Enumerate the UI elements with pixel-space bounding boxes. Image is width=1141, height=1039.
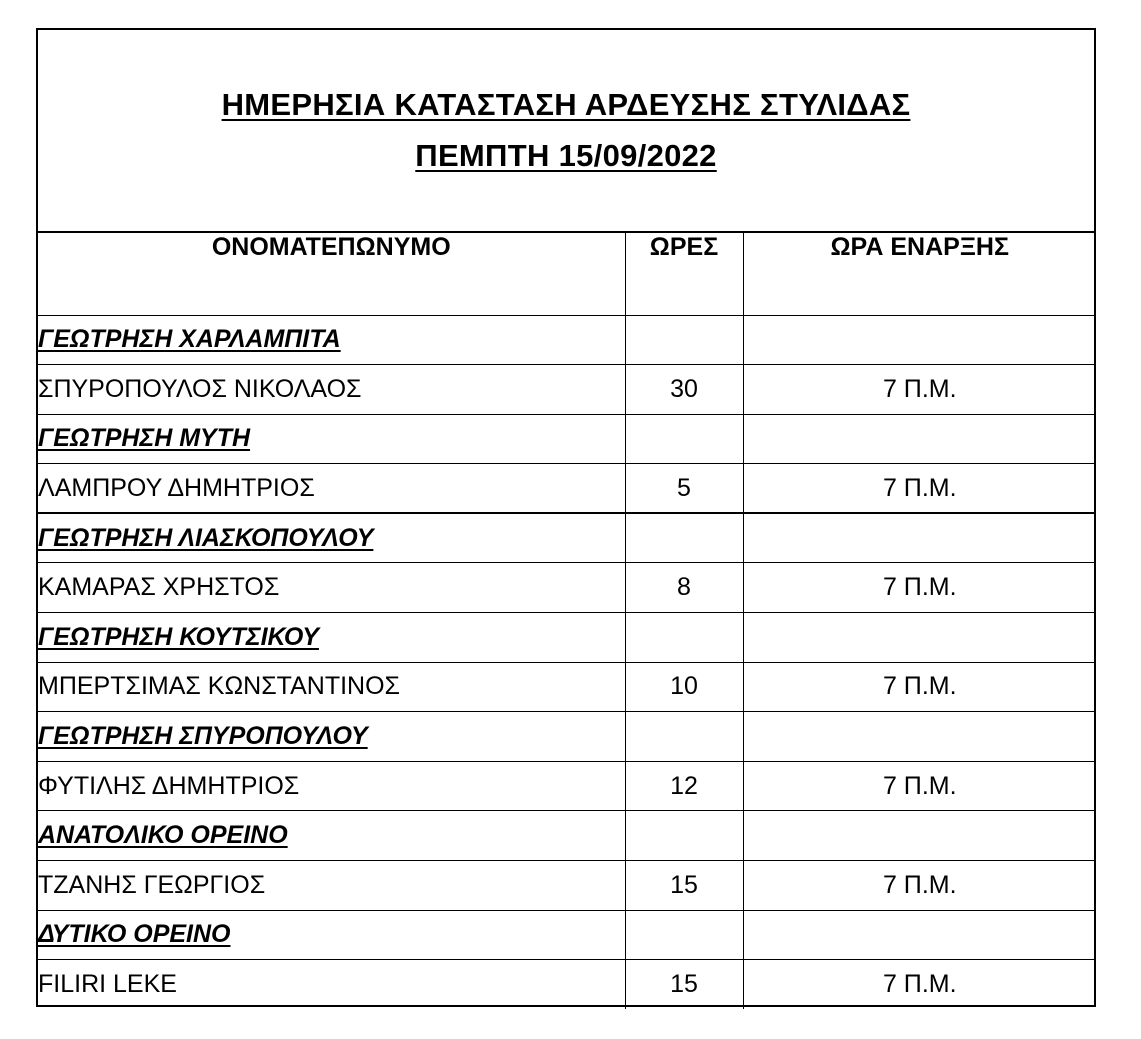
hours-value: 15 [625,960,743,1010]
person-name: FILIRI LEKE [38,960,625,1010]
document-title: ΗΜΕΡΗΣΙΑ ΚΑΤΑΣΤΑΣΗ ΑΡΔΕΥΣΗΣ ΣΤΥΛΙΔΑΣ [221,87,911,122]
person-name: ΚΑΜΑΡΑΣ ΧΡΗΣΤΟΣ [38,563,625,613]
hours-value: 10 [625,662,743,712]
empty-cell [625,613,743,663]
table-row [38,662,1096,712]
empty-cell [743,414,1096,464]
table-row [38,464,1096,514]
empty-cell [743,811,1096,861]
hours-value: 30 [625,365,743,415]
empty-cell [743,513,1096,563]
table-row [38,563,1096,613]
column-header-hours: ΩΡΕΣ [625,233,743,315]
location-name: ΓΕΩΤΡΗΣΗ ΣΠΥΡΟΠΟΥΛΟΥ [38,712,625,762]
start-time-value: 7 Π.Μ. [743,662,1096,712]
start-time-value: 7 Π.Μ. [743,861,1096,911]
empty-cell [625,811,743,861]
start-time-value: 7 Π.Μ. [743,464,1096,514]
location-name: ΓΕΩΤΡΗΣΗ ΧΑΡΛΑΜΠΙΤΑ [38,315,625,365]
empty-cell [625,315,743,365]
group-row [38,910,1096,960]
title-block [38,30,1094,233]
start-time-value: 7 Π.Μ. [743,563,1096,613]
empty-cell [743,910,1096,960]
group-row [38,712,1096,762]
person-name: ΣΠΥΡΟΠΟΥΛΟΣ ΝΙΚΟΛΑΟΣ [38,365,625,415]
group-row [38,513,1096,563]
empty-cell [625,910,743,960]
irrigation-schedule-sheet [36,28,1096,1007]
location-name: ΓΕΩΤΡΗΣΗ ΜΥΤΗ [38,414,625,464]
table-row [38,960,1096,1010]
person-name: ΦΥΤΙΛΗΣ ΔΗΜΗΤΡΙΟΣ [38,761,625,811]
hours-value: 5 [625,464,743,514]
group-row [38,613,1096,663]
empty-cell [743,315,1096,365]
hours-value: 12 [625,761,743,811]
hours-value: 15 [625,861,743,911]
location-name: ΓΕΩΤΡΗΣΗ ΚΟΥΤΣΙΚΟΥ [38,613,625,663]
table-row [38,761,1096,811]
start-time-value: 7 Π.Μ. [743,761,1096,811]
irrigation-table [38,233,1096,1009]
empty-cell [743,613,1096,663]
person-name: ΤΖΑΝΗΣ ΓΕΩΡΓΙΟΣ [38,861,625,911]
person-name: ΜΠΕΡΤΣΙΜΑΣ ΚΩΝΣΤΑΝΤΙΝΟΣ [38,662,625,712]
start-time-value: 7 Π.Μ. [743,960,1096,1010]
empty-cell [625,414,743,464]
hours-value: 8 [625,563,743,613]
group-row [38,811,1096,861]
group-row [38,414,1096,464]
column-header-start-time: ΩΡΑ ΕΝΑΡΞΗΣ [743,233,1096,315]
empty-cell [743,712,1096,762]
table-row [38,861,1096,911]
location-name: ΔΥΤΙΚΟ ΟΡΕΙΝΟ [38,910,625,960]
column-header-name: ΟΝΟΜΑΤΕΠΩΝΥΜΟ [38,233,625,315]
table-header-row [38,233,1096,315]
empty-cell [625,712,743,762]
empty-cell [625,513,743,563]
start-time-value: 7 Π.Μ. [743,365,1096,415]
group-row [38,315,1096,365]
location-name: ΑΝΑΤΟΛΙΚΟ ΟΡΕΙΝΟ [38,811,625,861]
table-row [38,365,1096,415]
person-name: ΛΑΜΠΡΟΥ ΔΗΜΗΤΡΙΟΣ [38,464,625,514]
location-name: ΓΕΩΤΡΗΣΗ ΛΙΑΣΚΟΠΟΥΛΟΥ [38,513,625,563]
document-date: ΠΕΜΠΤΗ 15/09/2022 [415,138,717,173]
